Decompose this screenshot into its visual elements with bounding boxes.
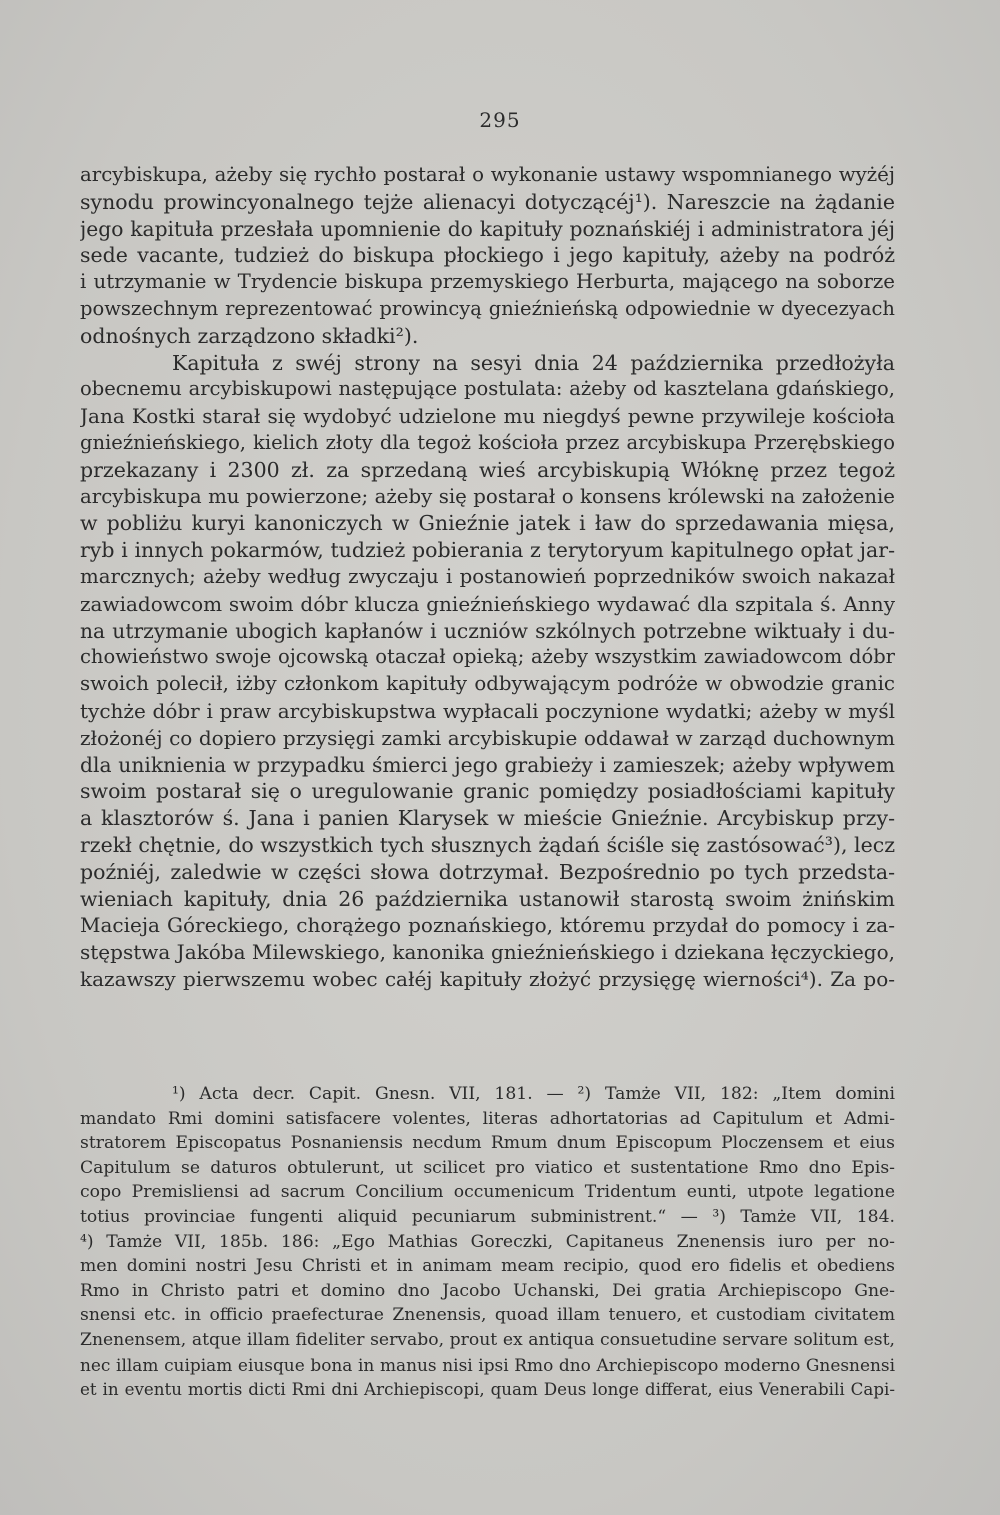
footnote-line: et in eventu mortis dicti Rmi dni Archiepiscopi, quam Deus longe differat, eius Venerabili Capi- <box>80 1379 895 1400</box>
body-text-line: dla uniknienia w przypadku śmierci jego grabieży i zamieszek; ażeby wpływem <box>80 752 895 777</box>
body-text-line: chowieństwo swoje ojcowską otaczał opieką; ażeby wszystkim zawiadowcom dóbr <box>80 645 895 669</box>
body-text-line: tychże dóbr i praw arcybiskupstwa wypłacali poczynione wydatki; ażeby w myśl <box>80 698 895 723</box>
body-text-line: a klasztorów ś. Jana i panien Klarysek w mieście Gnieźnie. Arcybiskup przy- <box>80 806 895 831</box>
body-text-line: Jana Kostki starał się wydobyć udzielone mu niegdyś pewne przywileje kościoła <box>80 404 895 429</box>
body-text-line: obecnemu arcybiskupowi następujące postulata: ażeby od kasztelana gdańskiego, <box>80 377 895 401</box>
body-text-line: stępstwa Jakóba Milewskiego, kanonika gnieźnieńskiego i dziekana łęczyckiego, <box>80 940 895 965</box>
footnote-line: Znenensem, atque illam fideliter servabo, prout ex antiqua consuetudine servare solitum est, <box>80 1329 895 1350</box>
body-text-line: synodu prowincyonalnego tejże alienacyi dotyczącéj¹). Nareszcie na żądanie <box>80 189 895 214</box>
footnote-line: ⁴) Tamże VII, 185b. 186: „Ego Mathias Goreczki, Capitaneus Znenensis iuro per no- <box>80 1231 895 1252</box>
footnotes-block <box>80 1082 895 1402</box>
body-text-line: przekazany i 2300 zł. za sprzedaną wieś arcybiskupią Włóknę przez tegoż <box>80 457 895 482</box>
body-text-line: ryb i innych pokarmów, tudzież pobierania z terytoryum kapitulnego opłat jar- <box>80 538 895 563</box>
footnote-line: totius provinciae fungenti aliquid pecuniarum subministrent.“ — ³) Tamże VII, 184. <box>80 1206 895 1227</box>
footnote-line: mandato Rmi domini satisfacere volentes, literas adhortatorias ad Capitulum et Admi- <box>80 1108 895 1129</box>
body-text-line: swoich polecił, iżby członkom kapituły odbywającym podróże w obwodzie granic <box>80 672 895 696</box>
footnote-line: Capitulum se daturos obtulerunt, ut scilicet pro viatico et sustentatione Rmo dno Epis- <box>80 1157 895 1178</box>
body-text-line: na utrzymanie ubogich kapłanów i uczniów szkólnych potrzebne wiktuały i du- <box>80 618 895 643</box>
body-text-line: wieniach kapituły, dnia 26 października ustanowił starostą swoim żnińskim <box>80 886 895 911</box>
body-text-line: w pobliżu kuryi kanoniczych w Gnieźnie jatek i ław do sprzedawania mięsa, <box>80 511 895 536</box>
footnote-line: men domini nostri Jesu Christi et in animam meam recipio, quod ero fidelis et obediens <box>80 1256 895 1277</box>
main-text-block <box>80 162 895 993</box>
footnote-line: Rmo in Christo patri et domino dno Jacobo Uchanski, Dei gratia Archiepiscopo Gne- <box>80 1280 895 1301</box>
body-text-line: kazawszy pierwszemu wobec całéj kapituły złożyć przysięgę wierności⁴). Za po- <box>80 966 895 991</box>
body-text-line: złożonéj co dopiero przysięgi zamki arcybiskupie oddawał w zarząd duchownym <box>80 725 895 750</box>
body-text-line: jego kapituła przesłała upomnienie do kapituły poznańskiéj i administratora jéj <box>80 216 895 241</box>
page-number: 295 <box>479 108 521 132</box>
body-text-line: poźniéj, zaledwie w części słowa dotrzymał. Bezpośrednio po tych przedsta- <box>80 859 895 884</box>
body-text-line: arcybiskupa, ażeby się rychło postarał o wykonanie ustawy wspomnianego wyżéj <box>80 163 895 186</box>
body-text-line: i utrzymanie w Trydencie biskupa przemyskiego Herburta, mającego na soborze <box>80 270 895 294</box>
body-text-line: Macieja Góreckiego, chorążego poznańskiego, któremu przydał do pomocy i za- <box>80 913 895 938</box>
body-text-line: odnośnych zarządzono składki²). <box>80 323 419 348</box>
body-text-line: rzekł chętnie, do wszystkich tych słusznych żądań ściśle się zastósować³), lecz <box>80 832 895 857</box>
body-text-line: marcznych; ażeby według zwyczaju i postanowień poprzedników swoich nakazał <box>80 564 895 588</box>
body-text-line: gnieźnieńskiego, kielich złoty dla tegoż kościoła przez arcybiskupa Przerębskiego <box>80 430 895 454</box>
body-text-line: arcybiskupa mu powierzone; ażeby się postarał o konsens królewski na założenie <box>80 484 895 508</box>
body-text-line: Kapituła z swéj strony na sesyi dnia 24 października przedłożyła <box>172 350 895 375</box>
body-text-line: swoim postarał się o uregulowanie granic pomiędzy posiadłościami kapituły <box>80 779 895 804</box>
body-text-line: zawiadowcom swoim dóbr klucza gnieźnieńskiego wydawać dla szpitala ś. Anny <box>80 591 895 616</box>
footnote-line: nec illam cuipiam eiusque bona in manus nisi ipsi Rmo dno Archiepiscopo moderno Gnesnensi <box>80 1354 895 1375</box>
body-text-line: powszechnym reprezentować prowincyą gnieźnieńską odpowiednie w dyecezyach <box>80 296 895 320</box>
footnote-line: stratorem Episcopatus Posnaniensis necdum Rmum dnum Episcopum Ploczensem et eius <box>80 1133 895 1154</box>
body-text-line: sede vacante, tudzież do biskupa płockiego i jego kapituły, ażeby na podróż <box>80 243 895 268</box>
footnote-line: copo Premisliensi ad sacrum Concilium occumenicum Tridentum eunti, utpote legatione <box>80 1182 895 1203</box>
footnote-line: ¹) Acta decr. Capit. Gnesn. VII, 181. — ²) Tamże VII, 182: „Item domini <box>172 1084 895 1104</box>
footnote-line: snensi etc. in officio praefecturae Znenensis, quoad illam tenuero, et custodiam civitatem <box>80 1305 895 1326</box>
